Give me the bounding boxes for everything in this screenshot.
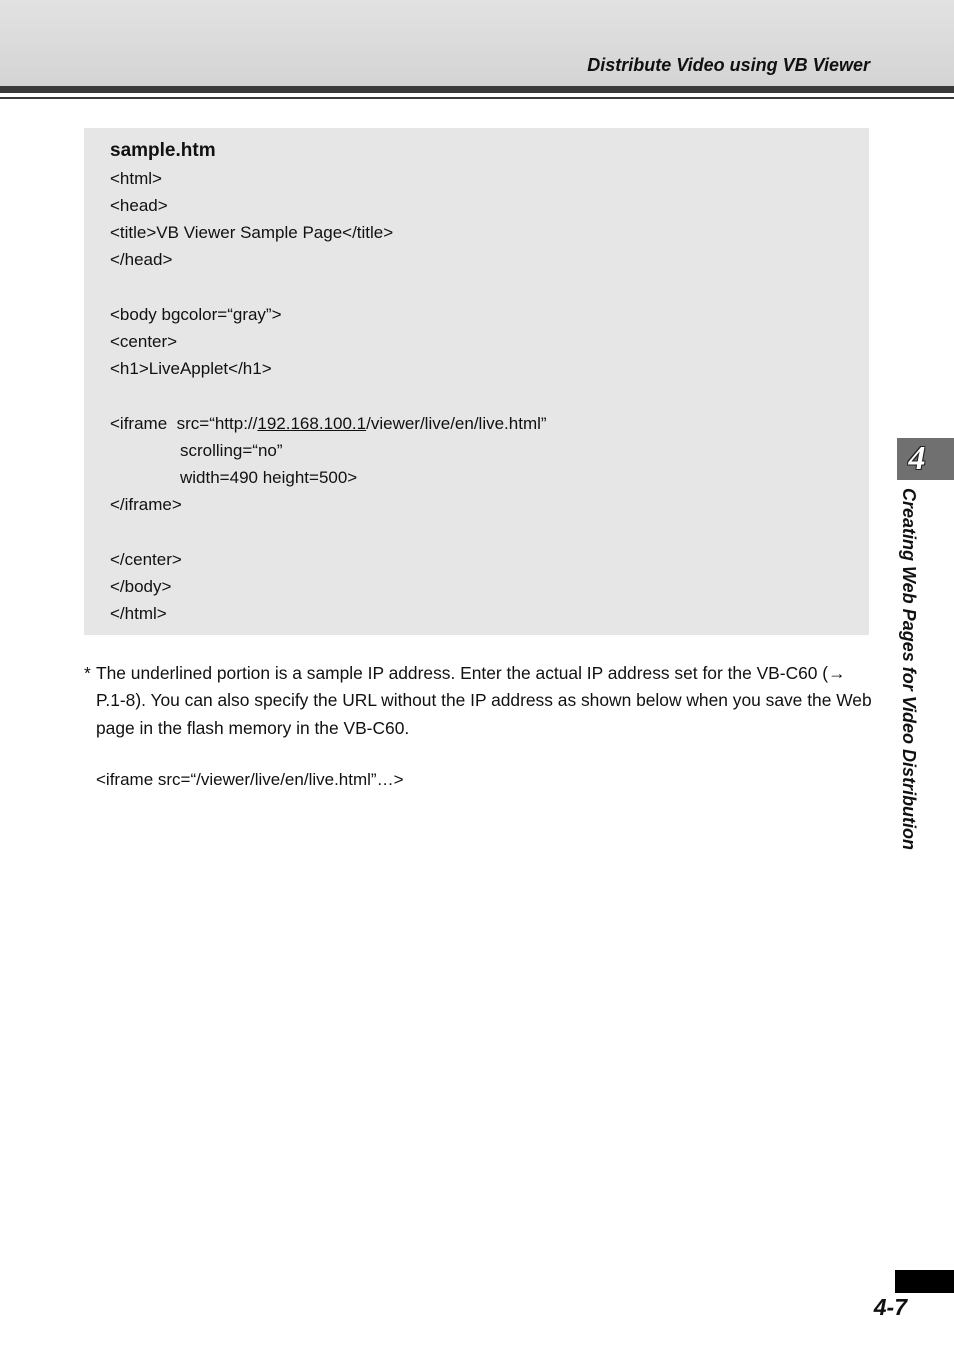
footnote-text: The underlined portion is a sample IP address. Enter the actual IP address set for the VB-C60 (→ P.1-8). You can also specify the URL without the IP address as shown below when you save the Web page in the flash memory in the VB-C60. bbox=[96, 663, 872, 738]
page-number: 4-7 bbox=[873, 1294, 907, 1320]
page-number-block bbox=[895, 1270, 954, 1293]
code-sample-box bbox=[84, 128, 869, 635]
chapter-title-vertical: Creating Web Pages for Video Distribution bbox=[899, 488, 919, 851]
footnote-marker: * bbox=[84, 663, 91, 683]
code-line: </head> bbox=[110, 250, 173, 269]
code-line: <head> bbox=[110, 196, 168, 215]
chapter-tab bbox=[897, 438, 954, 480]
code-line: <title>VB Viewer Sample Page</title> bbox=[110, 223, 394, 242]
header-title: Distribute Video using VB Viewer bbox=[587, 55, 870, 75]
code-line: </html> bbox=[110, 604, 167, 623]
sample-ip-address: 192.168.100.1 bbox=[257, 414, 367, 433]
code-line: </iframe> bbox=[110, 495, 182, 514]
iframe-prefix: <iframe src=“http:// bbox=[110, 414, 258, 433]
chapter-number: 4 bbox=[908, 440, 926, 477]
header-rule-thick bbox=[0, 86, 954, 93]
footnote bbox=[84, 660, 874, 742]
code-line: <body bgcolor=“gray”> bbox=[110, 305, 282, 324]
code-line: <center> bbox=[110, 332, 178, 351]
header-rule-thin bbox=[0, 97, 954, 99]
page-header bbox=[0, 0, 954, 86]
code-line: </body> bbox=[110, 577, 172, 596]
iframe-suffix: /viewer/live/en/live.html” bbox=[366, 414, 547, 433]
code-line: <h1>LiveApplet</h1> bbox=[110, 359, 272, 378]
code-line: width=490 height=500> bbox=[180, 468, 358, 487]
footnote-code-example: <iframe src=“/viewer/live/en/live.html”…> bbox=[96, 770, 404, 789]
code-line-iframe bbox=[110, 414, 547, 434]
code-line: </center> bbox=[110, 550, 182, 569]
code-line: <html> bbox=[110, 169, 162, 188]
code-title: sample.htm bbox=[110, 140, 216, 161]
code-line: scrolling=“no” bbox=[180, 441, 283, 460]
